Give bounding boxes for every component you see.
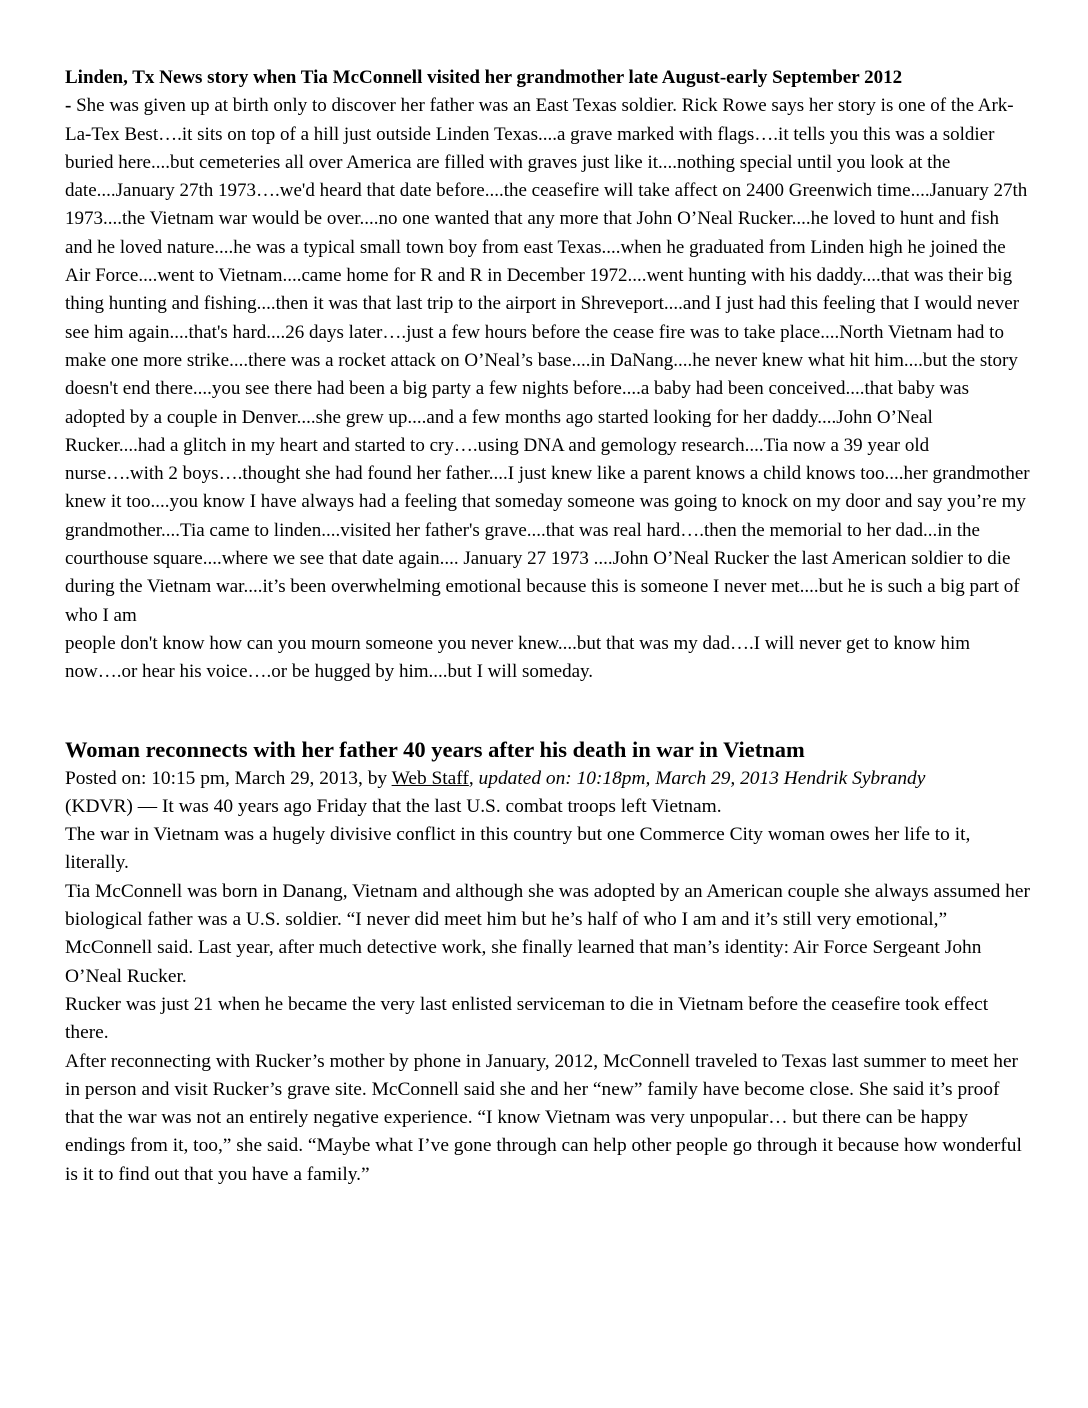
article-kdvr-paragraph-3: Tia McConnell was born in Danang, Vietnam and although she was adopted by an American couple she always assumed her biological father was a U.S. soldier. “I never did meet him but he’s half of who I am and it’s still very emotional,” McConnell said. Last year, after much detective work, she finally learned that man’s identity: Air Force Sergeant John O’Neal Rucker. [65,880,1030,987]
author-link[interactable]: Web Staff [391,767,469,789]
article-linden-paragraph [65,64,1030,630]
article-kdvr [65,735,1030,1189]
article-kdvr-paragraph-4: Rucker was just 21 when he became the very last enlisted serviceman to die in Vietnam before the ceasefire took effect there. [65,993,989,1044]
posted-byline [65,765,1030,793]
article-kdvr-paragraph-1: (KDVR) — It was 40 years ago Friday that the last U.S. combat troops left Vietnam. [65,795,722,817]
article-kdvr-headline: Woman reconnects with her father 40 years after his death in war in Vietnam [65,736,805,762]
article-linden-body: She was given up at birth only to discover her father was an East Texas soldier. Rick Rowe says her story is one of the Ark-La-Tex Best….it sits on top of a hill just outside Linden Texas....a grave marked with flags….it tells you this was a soldier buried here....but cemeteries all over America are filled with graves just like it....nothing special until you look at the date....January 27th 1973….we'd heard that date before....the ceasefire will take affect on 2400 Greenwich time....January 27th 1973....the Vietnam war would be over....no one wanted that any more that John O’Neal Rucker....he loved to hunt and fish and he loved nature....he was a typical small town boy from east Texas....when he graduated from Linden high he joined the Air Force....went to Vietnam....came home for R and R in December 1972....went hunting with his daddy....that was their big thing hunting and fishing....then it was that last trip to the airport in Shreveport....and I just had this feeling that I would never see him again....that's hard....26 days later….just a few hours before the cease fire was to take place....North Vietnam had to make one more strike....there was a rocket attack on O’Neal’s base....in DaNang....he never knew what hit him....but the story doesn't end there....you see there had been a big party a few nights before....a baby had been conceived....that baby was adopted by a couple in Denver....she grew up....and a few months ago started looking for her daddy....John O’Neal Rucker....had a glitch in my heart and started to cry….using DNA and gemology research....Tia now a 39 year old nurse….with 2 boys….thought she had found her father....I just knew like a parent knows a child knows too....her grandmother knew it too....you know I have always had a feeling that someday someone was going to knock on my door and say you’re my grandmother....Tia came to linden....visited her father's grave....that was real hard….then the memorial to her dad...in the courthouse square....where we see that date again.... January 27 1973 ....John O’Neal Rucker the last American soldier to die during the Vietnam war....it’s been overwhelming emotional because this is someone I never met....but he is such a big part of who I am [65,95,1030,626]
updated-info: updated on: 10:18pm, March 29, 2013 Hendrik Sybrandy [473,767,926,789]
article-kdvr-paragraph-5: After reconnecting with Rucker’s mother by phone in January, 2012, McConnell traveled to Texas last summer to meet her in person and visit Rucker’s grave site. McConnell said she and her “new” family have become close. She said it’s proof that the war was not an entirely negative experience. “I know Vietnam was very unpopular… but there can be happy endings from it, too,” she said. “Maybe what I’ve gone through can help other people go through it because how wonderful is it to find out that you have a family.” [65,1050,1022,1185]
document-page [65,64,1030,1189]
byline-comma: , [468,767,474,789]
article-linden-heading: Linden, Tx News story when Tia McConnell visited her grandmother late August-early September 2012 [65,67,903,88]
article-linden-news [65,64,1030,687]
article-kdvr-paragraph-2: The war in Vietnam was a hugely divisive conflict in this country but one Commerce City woman owes her life to it, literally. [65,824,971,874]
article-linden-closing: people don't know how can you mourn someone you never knew....but that was my dad….I will never get to know him now….or hear his voice….or be hugged by him....but I will someday. [65,632,971,683]
posted-prefix: Posted on: 10:15 pm, March 29, 2013, by [65,767,392,789]
heading-dash: - [65,95,72,117]
